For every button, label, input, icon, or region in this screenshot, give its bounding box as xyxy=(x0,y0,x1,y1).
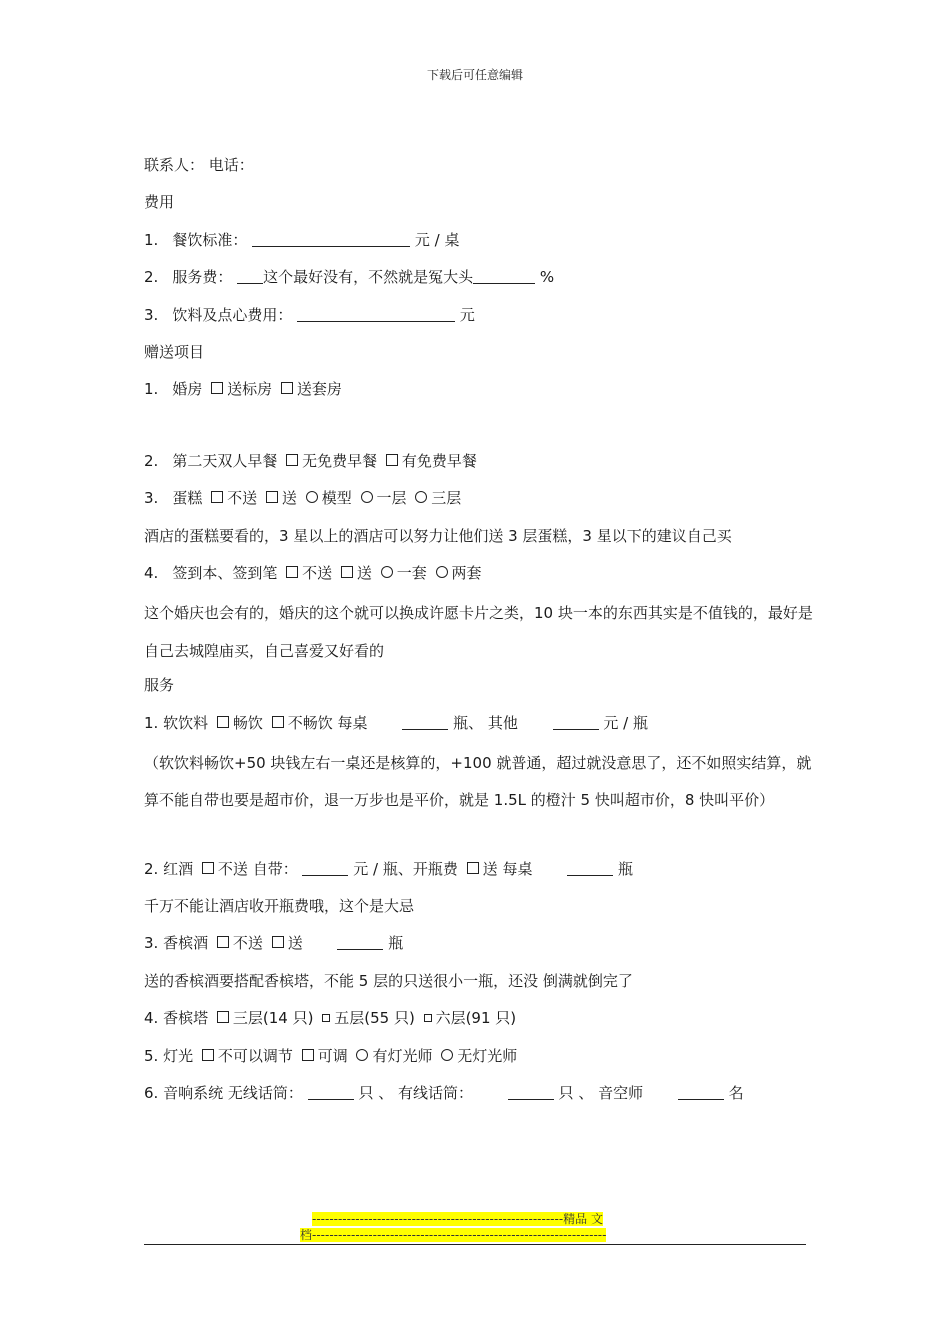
item-number: 6. xyxy=(144,1084,159,1103)
gift-item-guestbook xyxy=(144,558,824,595)
option-label: 送 xyxy=(482,859,498,878)
checkbox[interactable] xyxy=(286,566,298,578)
radio-button[interactable] xyxy=(381,566,393,578)
fill-in-blank[interactable] xyxy=(237,267,263,284)
fee-item-service xyxy=(144,262,824,299)
option-label: 无灯光师 xyxy=(457,1046,518,1065)
option-label: 自带： xyxy=(252,859,298,878)
radio-button[interactable] xyxy=(361,491,373,503)
gift-note-cake: 酒店的蛋糕要看的，3 星以上的酒店可以努力让他们送 3 层蛋糕，3 星以下的建议自己买 xyxy=(144,526,732,545)
fee-item-catering xyxy=(144,225,824,262)
checkbox[interactable] xyxy=(217,716,229,728)
option-label: 三层(14 只) xyxy=(232,1009,314,1028)
item-number: 1. xyxy=(144,230,159,249)
service-item-lighting xyxy=(144,1041,824,1078)
fee-item-drinks xyxy=(144,300,824,337)
fill-in-blank[interactable] xyxy=(308,1083,354,1100)
item-unit: 元 / 桌 xyxy=(414,230,460,249)
service-item-champagne xyxy=(144,928,824,965)
option-label: 不可以调节 xyxy=(217,1046,293,1065)
fill-in-blank[interactable] xyxy=(402,713,448,730)
checkbox[interactable] xyxy=(386,454,398,466)
item-label: 灯光 xyxy=(163,1046,194,1065)
item-number: 1. xyxy=(144,713,159,732)
option-label: 有灯光师 xyxy=(372,1046,433,1065)
radio-button[interactable] xyxy=(415,491,427,503)
option-label: 每桌 xyxy=(337,713,368,732)
item-label: 音响系统 无线话筒： xyxy=(163,1084,303,1103)
item-unit: 只 、 音空师 xyxy=(558,1084,644,1103)
document-body xyxy=(144,150,824,1115)
option-label: 两套 xyxy=(451,563,482,582)
option-label: 六层(91 只) xyxy=(435,1009,517,1028)
spacer xyxy=(144,820,824,854)
option-label: 送套房 xyxy=(296,380,342,399)
checkbox[interactable] xyxy=(272,936,284,948)
gift-note-guestbook: 这个婚庆也会有的，婚庆的这个就可以换成许愿卡片之类，10 块一本的东西其实是不值钱的，最好是自己去城隍庙买，自己喜爱又好看的 xyxy=(144,604,813,660)
footer-watermark xyxy=(300,1211,648,1243)
contact-line: 联系人： 电话： xyxy=(144,156,254,174)
service-note-red-wine: 千万不能让酒店收开瓶费哦，这个是大忌 xyxy=(144,897,415,916)
option-label: 不送 xyxy=(227,489,258,508)
service-note-champagne: 送的香槟酒要搭配香槟塔，不能 5 层的只送很小一瓶，还没 倒满就倒完了 xyxy=(144,971,633,990)
item-label: 服务费： xyxy=(172,268,233,287)
option-label: 模型 xyxy=(321,489,352,508)
item-number: 2. xyxy=(144,859,159,878)
section-service-heading: 服务 xyxy=(144,676,175,695)
item-label: 第二天双人早餐 xyxy=(172,451,278,470)
option-label: 每桌 xyxy=(502,859,533,878)
item-number: 1. xyxy=(144,380,159,399)
option-label: 送标房 xyxy=(227,380,273,399)
fill-in-blank[interactable] xyxy=(302,859,348,876)
item-unit: 只 、 有线话筒： xyxy=(358,1084,473,1103)
radio-button[interactable] xyxy=(441,1049,453,1061)
option-label: 不送 xyxy=(232,934,263,953)
item-number: 4. xyxy=(144,563,159,582)
footer-label: 精品 文 xyxy=(563,1212,603,1226)
checkbox[interactable] xyxy=(266,491,278,503)
service-item-soft-drinks xyxy=(144,708,824,745)
fill-in-blank[interactable] xyxy=(553,713,599,730)
item-unit: 瓶 xyxy=(618,859,634,878)
footer-divider xyxy=(144,1244,806,1245)
checkbox[interactable] xyxy=(302,1049,314,1061)
item-number: 2. xyxy=(144,268,159,287)
fill-in-blank[interactable] xyxy=(337,933,383,950)
option-label: 一套 xyxy=(396,563,427,582)
item-number: 3. xyxy=(144,489,159,508)
footer-dashes: ----------------------------------------------------------精品 文 xyxy=(312,1212,603,1226)
gift-item-cake xyxy=(144,483,824,520)
checkbox[interactable] xyxy=(211,382,223,394)
item-number: 3. xyxy=(144,305,159,324)
item-unit: 元 / 瓶、开瓶费 xyxy=(353,859,458,878)
option-label: 可调 xyxy=(317,1046,348,1065)
fill-in-blank[interactable] xyxy=(297,305,455,322)
option-label: 不送 xyxy=(217,859,248,878)
option-label: 畅饮 xyxy=(232,713,263,732)
item-note: 这个最好没有，不然就是冤大头 xyxy=(263,268,474,287)
item-label: 香槟酒 xyxy=(163,934,209,953)
item-label: 餐饮标准： xyxy=(172,230,248,249)
item-label: 软饮料 xyxy=(163,713,209,732)
checkbox[interactable] xyxy=(217,936,229,948)
item-unit: 瓶、 其他 xyxy=(453,713,518,732)
radio-button[interactable] xyxy=(356,1049,368,1061)
option-label: 送 xyxy=(287,934,303,953)
page-header: 下载后可任意编辑 xyxy=(426,68,523,82)
option-label: 有免费早餐 xyxy=(401,451,477,470)
checkbox[interactable] xyxy=(322,1014,330,1022)
option-label: 不畅饮 xyxy=(287,713,333,732)
checkbox[interactable] xyxy=(272,716,284,728)
item-unit: % xyxy=(539,268,555,287)
footer-dashes: 档-------------------------------------------------------------------- xyxy=(300,1228,607,1242)
section-fees-heading: 费用 xyxy=(144,193,175,212)
item-label: 香槟塔 xyxy=(163,1009,209,1028)
service-note-soft-drinks: （软饮料畅饮+50 块钱左右一桌还是核算的，+100 就普通，超过就没意思了，还不如照实结算，就算不能自带也要是超市价，退一万步也是平价，就是 1.5L 的橙汁 5 快叫超市价，8 快叫平价） xyxy=(144,753,812,810)
checkbox[interactable] xyxy=(217,1011,229,1023)
item-label: 红酒 xyxy=(163,859,194,878)
section-gifts-heading: 赠送项目 xyxy=(144,342,205,361)
checkbox[interactable] xyxy=(341,566,353,578)
radio-button[interactable] xyxy=(306,491,318,503)
fill-in-blank[interactable] xyxy=(567,859,613,876)
checkbox[interactable] xyxy=(424,1014,432,1022)
fill-in-blank[interactable] xyxy=(508,1083,554,1100)
footer-label: 档 xyxy=(300,1228,313,1242)
option-label: 不送 xyxy=(302,563,333,582)
fill-in-blank[interactable] xyxy=(473,267,535,284)
item-label: 签到本、签到笔 xyxy=(172,563,278,582)
item-number: 3. xyxy=(144,934,159,953)
radio-button[interactable] xyxy=(436,566,448,578)
item-unit: 瓶 xyxy=(388,934,404,953)
spacer xyxy=(144,412,824,446)
item-label: 饮料及点心费用： xyxy=(172,305,293,324)
item-number: 2. xyxy=(144,451,159,470)
option-label: 一层 xyxy=(376,489,407,508)
fill-in-blank[interactable] xyxy=(252,230,410,247)
checkbox[interactable] xyxy=(202,1049,214,1061)
item-number: 4. xyxy=(144,1009,159,1028)
item-label: 蛋糕 xyxy=(172,489,203,508)
fill-in-blank[interactable] xyxy=(678,1083,724,1100)
checkbox[interactable] xyxy=(286,454,298,466)
gift-item-room xyxy=(144,374,824,411)
option-label: 送 xyxy=(356,563,372,582)
service-item-red-wine xyxy=(144,854,824,891)
item-unit: 元 xyxy=(459,305,475,324)
checkbox[interactable] xyxy=(467,862,479,874)
item-unit: 元 / 瓶 xyxy=(603,713,648,732)
option-label: 无免费早餐 xyxy=(302,451,378,470)
option-label: 三层 xyxy=(431,489,462,508)
checkbox[interactable] xyxy=(202,862,214,874)
option-label: 送 xyxy=(281,489,297,508)
item-number: 5. xyxy=(144,1046,159,1065)
checkbox[interactable] xyxy=(281,382,293,394)
service-item-sound-system xyxy=(144,1078,824,1115)
gift-item-breakfast xyxy=(144,446,824,483)
service-item-champagne-tower xyxy=(144,1003,824,1040)
item-unit: 名 xyxy=(728,1084,744,1103)
option-label: 五层(55 只) xyxy=(334,1009,415,1028)
item-label: 婚房 xyxy=(172,380,203,399)
checkbox[interactable] xyxy=(211,491,223,503)
